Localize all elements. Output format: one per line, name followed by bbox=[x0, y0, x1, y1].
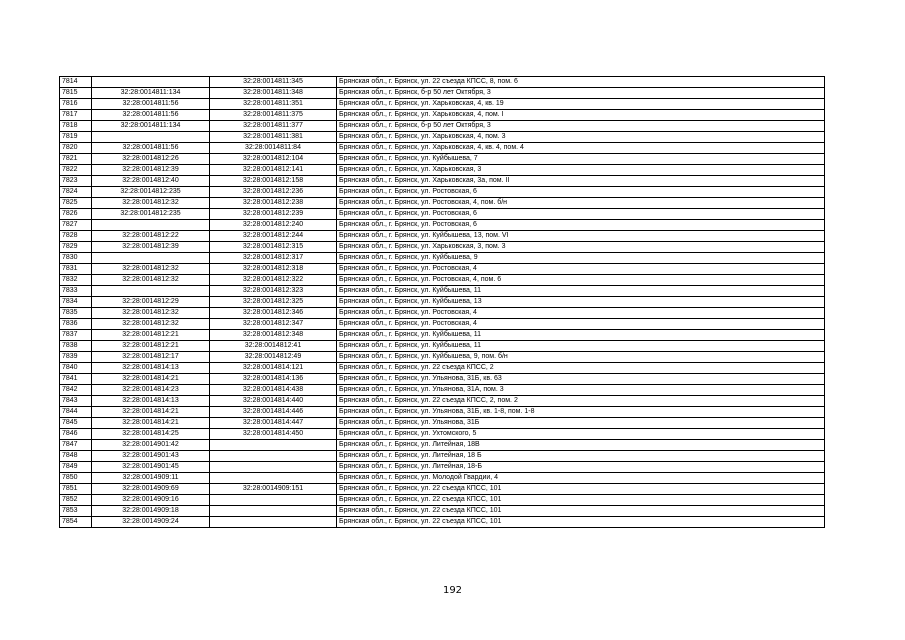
row-number-cell: 7830 bbox=[60, 253, 92, 264]
row-number-cell: 7823 bbox=[60, 176, 92, 187]
table-row bbox=[60, 297, 825, 308]
old-cadastral-number-cell: 32:28:0014812:32 bbox=[92, 264, 210, 275]
table-row bbox=[60, 308, 825, 319]
address-cell: Брянская обл., г. Брянск, ул. Куйбышева, 11 bbox=[337, 341, 825, 352]
address-cell: Брянская обл., г. Брянск, ул. Ульянова, 31Б, кв. 1-8, пом. 1-8 bbox=[337, 407, 825, 418]
old-cadastral-number-cell: 32:28:0014814:21 bbox=[92, 418, 210, 429]
table-row bbox=[60, 110, 825, 121]
address-cell: Брянская обл., г. Брянск, ул. Ростовская, 4 bbox=[337, 308, 825, 319]
table-row bbox=[60, 231, 825, 242]
row-number-cell: 7814 bbox=[60, 77, 92, 88]
table-row bbox=[60, 132, 825, 143]
old-cadastral-number-cell: 32:28:0014812:26 bbox=[92, 154, 210, 165]
address-cell: Брянская обл., г. Брянск, ул. Ульянова, 31А, пом. 3 bbox=[337, 385, 825, 396]
address-cell: Брянская обл., г. Брянск, ул. 22 съезда КПСС, 2 bbox=[337, 363, 825, 374]
cadastral-number-cell bbox=[210, 473, 337, 484]
cadastral-number-cell: 32:28:0014811:345 bbox=[210, 77, 337, 88]
old-cadastral-number-cell: 32:28:0014812:21 bbox=[92, 330, 210, 341]
cadastral-number-cell: 32:28:0014812:346 bbox=[210, 308, 337, 319]
cadastral-number-cell: 32:28:0014812:141 bbox=[210, 165, 337, 176]
old-cadastral-number-cell: 32:28:0014811:134 bbox=[92, 88, 210, 99]
row-number-cell: 7853 bbox=[60, 506, 92, 517]
row-number-cell: 7846 bbox=[60, 429, 92, 440]
cadastral-number-cell: 32:28:0014811:377 bbox=[210, 121, 337, 132]
old-cadastral-number-cell: 32:28:0014812:235 bbox=[92, 187, 210, 198]
address-cell: Брянская обл., г. Брянск, ул. Ростовская, 4, пом. б/н bbox=[337, 198, 825, 209]
table-row bbox=[60, 385, 825, 396]
cadastral-number-cell: 32:28:0014814:440 bbox=[210, 396, 337, 407]
old-cadastral-number-cell: 32:28:0014811:56 bbox=[92, 143, 210, 154]
cadastral-number-cell: 32:28:0014811:381 bbox=[210, 132, 337, 143]
row-number-cell: 7851 bbox=[60, 484, 92, 495]
table-row bbox=[60, 440, 825, 451]
row-number-cell: 7816 bbox=[60, 99, 92, 110]
cadastral-number-cell: 32:28:0014812:49 bbox=[210, 352, 337, 363]
address-cell: Брянская обл., г. Брянск, ул. Куйбышева, 9, пом. б/н bbox=[337, 352, 825, 363]
old-cadastral-number-cell: 32:28:0014812:32 bbox=[92, 275, 210, 286]
table-row bbox=[60, 374, 825, 385]
register-table-body bbox=[60, 77, 825, 528]
cadastral-number-cell bbox=[210, 495, 337, 506]
old-cadastral-number-cell: 32:28:0014909:16 bbox=[92, 495, 210, 506]
cadastral-number-cell: 32:28:0014812:322 bbox=[210, 275, 337, 286]
table-row bbox=[60, 143, 825, 154]
old-cadastral-number-cell: 32:28:0014814:21 bbox=[92, 374, 210, 385]
cadastral-number-cell: 32:28:0014812:325 bbox=[210, 297, 337, 308]
row-number-cell: 7852 bbox=[60, 495, 92, 506]
cadastral-number-cell bbox=[210, 451, 337, 462]
table-row bbox=[60, 506, 825, 517]
table-row bbox=[60, 407, 825, 418]
table-row bbox=[60, 495, 825, 506]
table-row bbox=[60, 209, 825, 220]
row-number-cell: 7834 bbox=[60, 297, 92, 308]
cadastral-number-cell: 32:28:0014812:323 bbox=[210, 286, 337, 297]
cadastral-number-cell: 32:28:0014814:446 bbox=[210, 407, 337, 418]
row-number-cell: 7826 bbox=[60, 209, 92, 220]
table-row bbox=[60, 418, 825, 429]
table-row bbox=[60, 220, 825, 231]
row-number-cell: 7821 bbox=[60, 154, 92, 165]
address-cell: Брянская обл., г. Брянск, ул. 22 съезда КПСС, 101 bbox=[337, 506, 825, 517]
cadastral-number-cell bbox=[210, 506, 337, 517]
cadastral-number-cell: 32:28:0014812:244 bbox=[210, 231, 337, 242]
address-cell: Брянская обл., г. Брянск, ул. Харьковская, 3, пом. 3 bbox=[337, 242, 825, 253]
table-row bbox=[60, 286, 825, 297]
table-row bbox=[60, 363, 825, 374]
old-cadastral-number-cell: 32:28:0014901:43 bbox=[92, 451, 210, 462]
address-cell: Брянская обл., г. Брянск, ул. Ростовская, 6 bbox=[337, 209, 825, 220]
address-cell: Брянская обл., г. Брянск, ул. Куйбышева, 7 bbox=[337, 154, 825, 165]
row-number-cell: 7845 bbox=[60, 418, 92, 429]
address-cell: Брянская обл., г. Брянск, ул. 22 съезда КПСС, 101 bbox=[337, 484, 825, 495]
address-cell: Брянская обл., г. Брянск, ул. Ростовская, 6 bbox=[337, 220, 825, 231]
old-cadastral-number-cell: 32:28:0014812:32 bbox=[92, 319, 210, 330]
table-row bbox=[60, 517, 825, 528]
cadastral-number-cell: 32:28:0014812:317 bbox=[210, 253, 337, 264]
address-cell: Брянская обл., г. Брянск, ул. Ухтомского, 5 bbox=[337, 429, 825, 440]
row-number-cell: 7850 bbox=[60, 473, 92, 484]
table-row bbox=[60, 341, 825, 352]
address-cell: Брянская обл., г. Брянск, б-р 50 лет Октября, 3 bbox=[337, 88, 825, 99]
row-number-cell: 7841 bbox=[60, 374, 92, 385]
old-cadastral-number-cell: 32:28:0014811:134 bbox=[92, 121, 210, 132]
cadastral-number-cell: 32:28:0014812:236 bbox=[210, 187, 337, 198]
old-cadastral-number-cell: 32:28:0014812:40 bbox=[92, 176, 210, 187]
cadastral-number-cell: 32:28:0014812:348 bbox=[210, 330, 337, 341]
row-number-cell: 7847 bbox=[60, 440, 92, 451]
row-number-cell: 7829 bbox=[60, 242, 92, 253]
old-cadastral-number-cell: 32:28:0014814:13 bbox=[92, 363, 210, 374]
table-row bbox=[60, 88, 825, 99]
cadastral-number-cell: 32:28:0014814:121 bbox=[210, 363, 337, 374]
old-cadastral-number-cell: 32:28:0014812:21 bbox=[92, 341, 210, 352]
cadastral-number-cell: 32:28:0014811:375 bbox=[210, 110, 337, 121]
address-cell: Брянская обл., г. Брянск, ул. Харьковская, 3 bbox=[337, 165, 825, 176]
old-cadastral-number-cell bbox=[92, 220, 210, 231]
cadastral-number-cell: 32:28:0014812:104 bbox=[210, 154, 337, 165]
cadastral-number-cell: 32:28:0014811:351 bbox=[210, 99, 337, 110]
table-row bbox=[60, 253, 825, 264]
old-cadastral-number-cell: 32:28:0014909:11 bbox=[92, 473, 210, 484]
old-cadastral-number-cell: 32:28:0014812:29 bbox=[92, 297, 210, 308]
old-cadastral-number-cell: 32:28:0014901:42 bbox=[92, 440, 210, 451]
old-cadastral-number-cell: 32:28:0014812:22 bbox=[92, 231, 210, 242]
cadastral-number-cell: 32:28:0014812:318 bbox=[210, 264, 337, 275]
cadastral-number-cell: 32:28:0014812:239 bbox=[210, 209, 337, 220]
address-cell: Брянская обл., г. Брянск, ул. Харьковская, 4, кв. 4, пом. 4 bbox=[337, 143, 825, 154]
row-number-cell: 7819 bbox=[60, 132, 92, 143]
row-number-cell: 7844 bbox=[60, 407, 92, 418]
address-cell: Брянская обл., г. Брянск, ул. Харьковская, 3а, пом. II bbox=[337, 176, 825, 187]
table-row bbox=[60, 275, 825, 286]
table-row bbox=[60, 99, 825, 110]
address-cell: Брянская обл., г. Брянск, ул. Молодой Гвардии, 4 bbox=[337, 473, 825, 484]
cadastral-number-cell: 32:28:0014812:240 bbox=[210, 220, 337, 231]
address-cell: Брянская обл., г. Брянск, ул. Литейная, 18В bbox=[337, 440, 825, 451]
old-cadastral-number-cell: 32:28:0014814:25 bbox=[92, 429, 210, 440]
page-number: 192 bbox=[442, 585, 463, 596]
table-row bbox=[60, 121, 825, 132]
address-cell: Брянская обл., г. Брянск, ул. 22 съезда КПСС, 101 bbox=[337, 517, 825, 528]
old-cadastral-number-cell: 32:28:0014909:18 bbox=[92, 506, 210, 517]
old-cadastral-number-cell bbox=[92, 132, 210, 143]
table-row bbox=[60, 154, 825, 165]
table-row bbox=[60, 198, 825, 209]
row-number-cell: 7843 bbox=[60, 396, 92, 407]
address-cell: Брянская обл., г. Брянск, ул. Ростовская, 4 bbox=[337, 264, 825, 275]
row-number-cell: 7824 bbox=[60, 187, 92, 198]
row-number-cell: 7822 bbox=[60, 165, 92, 176]
row-number-cell: 7820 bbox=[60, 143, 92, 154]
row-number-cell: 7849 bbox=[60, 462, 92, 473]
cadastral-number-cell bbox=[210, 440, 337, 451]
row-number-cell: 7854 bbox=[60, 517, 92, 528]
old-cadastral-number-cell: 32:28:0014909:69 bbox=[92, 484, 210, 495]
cadastral-number-cell: 32:28:0014811:348 bbox=[210, 88, 337, 99]
cadastral-number-cell: 32:28:0014812:41 bbox=[210, 341, 337, 352]
old-cadastral-number-cell bbox=[92, 253, 210, 264]
cadastral-number-cell: 32:28:0014814:136 bbox=[210, 374, 337, 385]
table-row bbox=[60, 77, 825, 88]
cadastral-number-cell: 32:28:0014812:347 bbox=[210, 319, 337, 330]
address-cell: Брянская обл., г. Брянск, ул. Ростовская, 4 bbox=[337, 319, 825, 330]
table-row bbox=[60, 330, 825, 341]
table-row bbox=[60, 242, 825, 253]
address-cell: Брянская обл., г. Брянск, ул. 22 съезда КПСС, 8, пом. 6 bbox=[337, 77, 825, 88]
address-cell: Брянская обл., г. Брянск, ул. Харьковская, 4, пом. I bbox=[337, 110, 825, 121]
row-number-cell: 7832 bbox=[60, 275, 92, 286]
row-number-cell: 7848 bbox=[60, 451, 92, 462]
address-cell: Брянская обл., г. Брянск, ул. Харьковская, 4, кв. 19 bbox=[337, 99, 825, 110]
row-number-cell: 7817 bbox=[60, 110, 92, 121]
cadastral-number-cell bbox=[210, 462, 337, 473]
address-cell: Брянская обл., г. Брянск, б-р 50 лет Октября, 3 bbox=[337, 121, 825, 132]
table-row bbox=[60, 187, 825, 198]
cadastral-number-cell bbox=[210, 517, 337, 528]
old-cadastral-number-cell: 32:28:0014812:32 bbox=[92, 308, 210, 319]
row-number-cell: 7827 bbox=[60, 220, 92, 231]
row-number-cell: 7839 bbox=[60, 352, 92, 363]
cadastral-number-cell: 32:28:0014909:151 bbox=[210, 484, 337, 495]
address-cell: Брянская обл., г. Брянск, ул. Харьковская, 4, пом. 3 bbox=[337, 132, 825, 143]
row-number-cell: 7833 bbox=[60, 286, 92, 297]
row-number-cell: 7837 bbox=[60, 330, 92, 341]
table-row bbox=[60, 451, 825, 462]
old-cadastral-number-cell: 32:28:0014812:32 bbox=[92, 198, 210, 209]
address-cell: Брянская обл., г. Брянск, ул. Ростовская, 6 bbox=[337, 187, 825, 198]
row-number-cell: 7842 bbox=[60, 385, 92, 396]
address-cell: Брянская обл., г. Брянск, ул. 22 съезда КПСС, 101 bbox=[337, 495, 825, 506]
row-number-cell: 7831 bbox=[60, 264, 92, 275]
address-cell: Брянская обл., г. Брянск, ул. Куйбышева, 9 bbox=[337, 253, 825, 264]
address-cell: Брянская обл., г. Брянск, ул. 22 съезда КПСС, 2, пом. 2 bbox=[337, 396, 825, 407]
row-number-cell: 7836 bbox=[60, 319, 92, 330]
old-cadastral-number-cell: 32:28:0014812:39 bbox=[92, 242, 210, 253]
cadastral-number-cell: 32:28:0014812:158 bbox=[210, 176, 337, 187]
table-row bbox=[60, 264, 825, 275]
address-cell: Брянская обл., г. Брянск, ул. Куйбышева, 13, пом. VI bbox=[337, 231, 825, 242]
row-number-cell: 7835 bbox=[60, 308, 92, 319]
table-row bbox=[60, 176, 825, 187]
address-cell: Брянская обл., г. Брянск, ул. Куйбышева, 11 bbox=[337, 286, 825, 297]
old-cadastral-number-cell: 32:28:0014814:21 bbox=[92, 407, 210, 418]
row-number-cell: 7815 bbox=[60, 88, 92, 99]
address-cell: Брянская обл., г. Брянск, ул. Куйбышева, 13 bbox=[337, 297, 825, 308]
cadastral-number-cell: 32:28:0014812:315 bbox=[210, 242, 337, 253]
old-cadastral-number-cell: 32:28:0014812:17 bbox=[92, 352, 210, 363]
register-table bbox=[59, 76, 825, 528]
old-cadastral-number-cell bbox=[92, 286, 210, 297]
cadastral-number-cell: 32:28:0014814:447 bbox=[210, 418, 337, 429]
old-cadastral-number-cell: 32:28:0014901:45 bbox=[92, 462, 210, 473]
table-row bbox=[60, 429, 825, 440]
old-cadastral-number-cell: 32:28:0014811:56 bbox=[92, 110, 210, 121]
cadastral-number-cell: 32:28:0014812:238 bbox=[210, 198, 337, 209]
row-number-cell: 7825 bbox=[60, 198, 92, 209]
old-cadastral-number-cell bbox=[92, 77, 210, 88]
old-cadastral-number-cell: 32:28:0014812:235 bbox=[92, 209, 210, 220]
cadastral-number-cell: 32:28:0014811:84 bbox=[210, 143, 337, 154]
table-row bbox=[60, 484, 825, 495]
old-cadastral-number-cell: 32:28:0014814:23 bbox=[92, 385, 210, 396]
old-cadastral-number-cell: 32:28:0014811:56 bbox=[92, 99, 210, 110]
row-number-cell: 7818 bbox=[60, 121, 92, 132]
table-row bbox=[60, 352, 825, 363]
row-number-cell: 7840 bbox=[60, 363, 92, 374]
cadastral-number-cell: 32:28:0014814:450 bbox=[210, 429, 337, 440]
table-row bbox=[60, 396, 825, 407]
table-row bbox=[60, 319, 825, 330]
address-cell: Брянская обл., г. Брянск, ул. Ульянова, 31Б bbox=[337, 418, 825, 429]
address-cell: Брянская обл., г. Брянск, ул. Ульянова, 31Б, кв. 63 bbox=[337, 374, 825, 385]
old-cadastral-number-cell: 32:28:0014909:24 bbox=[92, 517, 210, 528]
table-row bbox=[60, 462, 825, 473]
address-cell: Брянская обл., г. Брянск, ул. Куйбышева, 11 bbox=[337, 330, 825, 341]
row-number-cell: 7828 bbox=[60, 231, 92, 242]
table-row bbox=[60, 165, 825, 176]
old-cadastral-number-cell: 32:28:0014812:39 bbox=[92, 165, 210, 176]
address-cell: Брянская обл., г. Брянск, ул. Литейная, 18 Б bbox=[337, 451, 825, 462]
table-row bbox=[60, 473, 825, 484]
old-cadastral-number-cell: 32:28:0014814:13 bbox=[92, 396, 210, 407]
address-cell: Брянская обл., г. Брянск, ул. Литейная, 18-Б bbox=[337, 462, 825, 473]
cadastral-number-cell: 32:28:0014814:438 bbox=[210, 385, 337, 396]
address-cell: Брянская обл., г. Брянск, ул. Ростовская, 4, пом. 6 bbox=[337, 275, 825, 286]
row-number-cell: 7838 bbox=[60, 341, 92, 352]
